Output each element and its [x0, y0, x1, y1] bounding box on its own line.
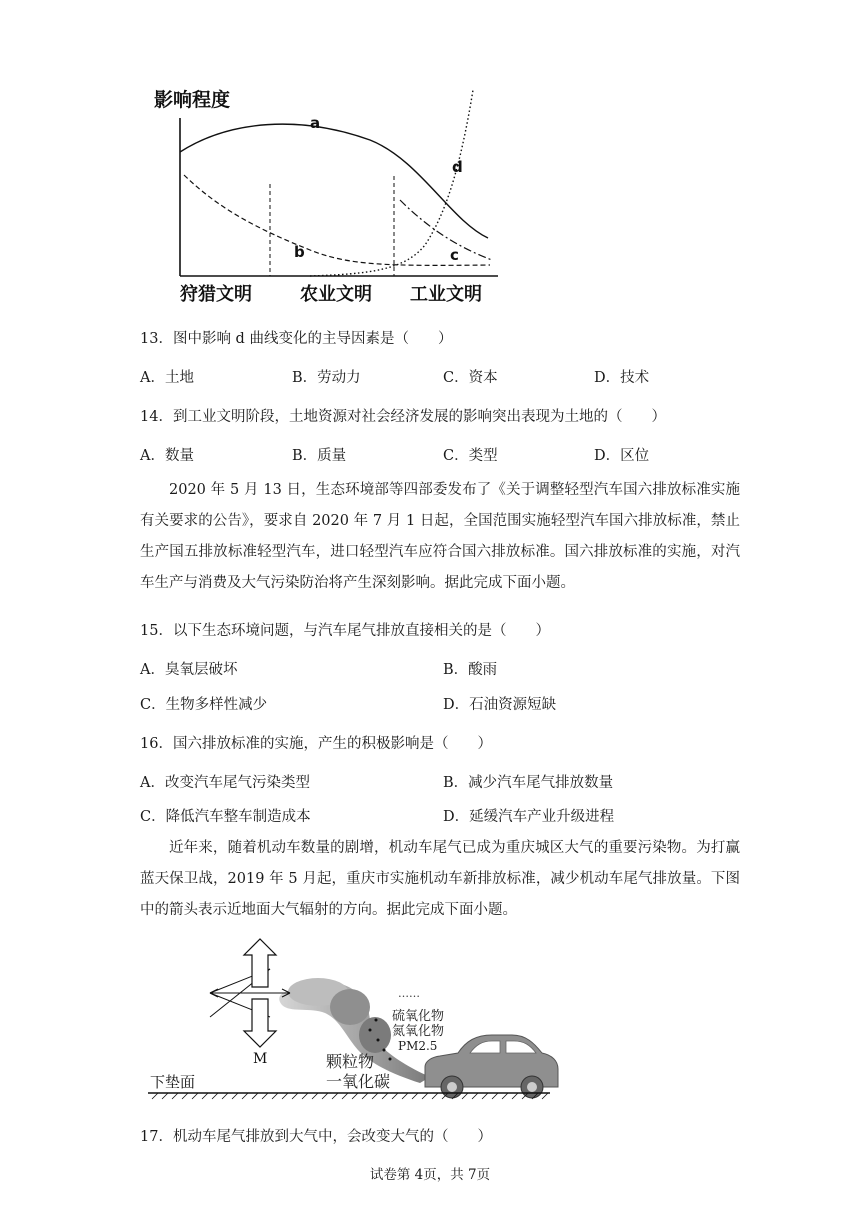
particle-dot [383, 1049, 386, 1052]
q15-option-a: A．臭氧层破坏 [140, 662, 238, 678]
figure1-y-label: 影响程度 [154, 89, 231, 111]
particle-dot [369, 1029, 372, 1032]
question-16-stem: 16．国六排放标准的实施，产生的积极影响是（ ） [140, 736, 492, 752]
radiation-arrows [210, 969, 290, 1017]
civilization-influence-figure [140, 80, 510, 310]
q13-option-b: B．劳动力 [292, 370, 361, 386]
q13-option-c: C．资本 [443, 370, 498, 386]
curve-c [400, 200, 492, 260]
x-label-industry: 工业文明 [410, 284, 482, 305]
car-illustration [425, 1035, 558, 1098]
q14-option-c: C．类型 [443, 448, 498, 464]
q15-option-c: C．生物多样性减少 [140, 697, 268, 713]
pollutant-sulfur: 硫氧化物 [392, 1009, 445, 1024]
pollutant-particulates: 颗粒物 [326, 1052, 375, 1071]
question-15-stem: 15．以下生态环境问题，与汽车尾气排放直接相关的是（ ） [140, 623, 550, 639]
question-14-stem: 14．到工业文明阶段，土地资源对社会经济发展的影响突出表现为土地的（ ） [140, 409, 666, 425]
q14-option-d: D．区位 [594, 448, 650, 464]
pollutant-nitrogen: 氮氧化物 [392, 1024, 445, 1039]
q16-option-b: B．减少汽车尾气排放数量 [443, 775, 614, 791]
smoke-cloud [330, 989, 370, 1025]
question-17-stem: 17．机动车尾气排放到大气中，会改变大气的（ ） [140, 1129, 492, 1145]
q14-option-a: A．数量 [140, 448, 194, 464]
question-13-stem: 13．图中影响 d 曲线变化的主导因素是（ ） [140, 331, 453, 347]
down-hollow-arrow [244, 999, 276, 1047]
ground-hatching [152, 1093, 548, 1099]
up-hollow-arrow [244, 939, 276, 987]
curve-b-label: b [294, 243, 305, 261]
particle-dot [389, 1058, 392, 1061]
particle-dot [375, 1019, 378, 1022]
x-label-hunting: 狩猎文明 [180, 284, 252, 305]
ellipsis-label: …… [398, 987, 420, 1000]
arrow-m-label: M [253, 1051, 268, 1067]
passage-2: 近年来，随着机动车数量的剧增，机动车尾气已成为重庆城区大气的重要污染物。为打赢蓝天保卫战，2019 年 5 月起，重庆市实施机动车新排放标准，减少机动车尾气排放量。下图中的箭头表示近地面大气辐射的方向。据此完成下面小题。 [140, 840, 740, 918]
q16-option-c: C．降低汽车整车制造成本 [140, 809, 311, 825]
q13-option-a: A．土地 [140, 370, 194, 386]
pollutant-co: 一氧化碳 [326, 1072, 391, 1091]
smoke-cloud [359, 1017, 391, 1053]
pollutant-pm25: PM2.5 [398, 1039, 438, 1053]
curve-a [180, 124, 488, 238]
curve-d [310, 90, 473, 276]
curve-b [184, 175, 490, 265]
exhaust-radiation-figure [140, 935, 560, 1100]
passage-1: 2020 年 5 月 13 日，生态环境部等四部委发布了《关于调整轻型汽车国六排放标准实施有关要求的公告》，要求自 2020 年 7 月 1 日起，全国范围实施轻型汽车国六排放标准，禁止生产国五排放标准轻型汽车，进口轻型汽车应符合国六排放标准。国六排放标准的实施，对汽车生产与消费及大气污染防治将产生深刻影响。据此完成下面小题。 [140, 482, 740, 591]
q16-option-d: D．延缓汽车产业升级进程 [443, 809, 615, 825]
curve-a-label: a [310, 114, 321, 132]
curve-d-label: d [452, 158, 463, 176]
ground-label: 下垫面 [150, 1073, 196, 1091]
curve-c-label: c [450, 246, 459, 264]
q15-option-b: B．酸雨 [443, 662, 498, 678]
x-label-agriculture: 农业文明 [300, 284, 372, 305]
q14-option-b: B．质量 [292, 448, 347, 464]
particle-dot [377, 1039, 380, 1042]
page-footer: 试卷第 4页，共 7页 [369, 1167, 491, 1183]
q16-option-a: A．改变汽车尾气污染类型 [140, 775, 310, 791]
q13-option-d: D．技术 [594, 370, 650, 386]
q15-option-d: D．石油资源短缺 [443, 697, 557, 713]
